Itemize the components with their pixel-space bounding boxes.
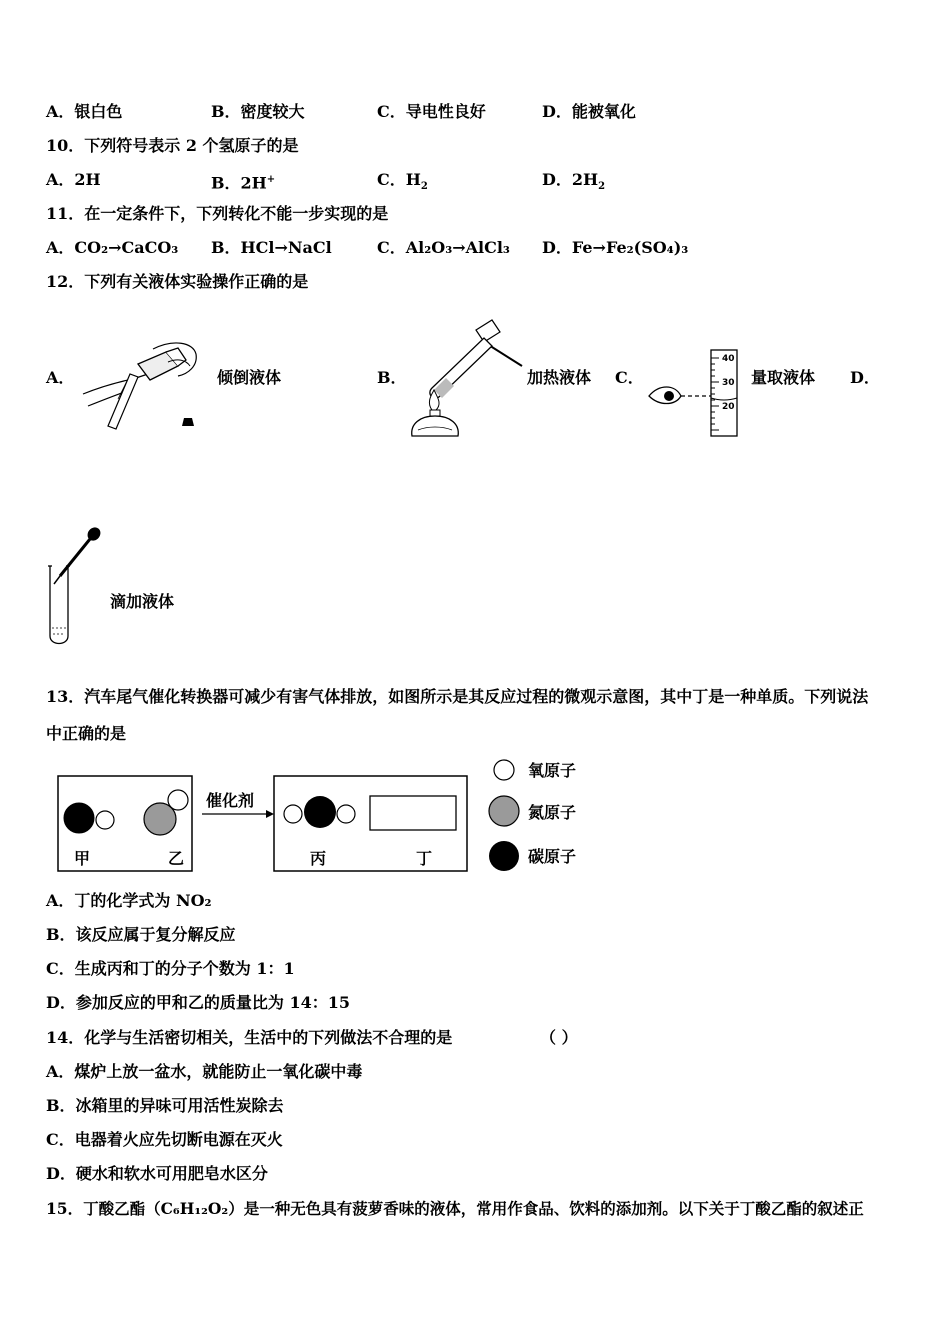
reaction-micro-diagram xyxy=(56,758,596,878)
q15-stem: 15．丁酸乙酯（C₆H₁₂O₂）是一种无色具有菠萝香味的液体，常用作食品、饮料的添加剂。以下关于丁酸乙酯的叙述正 xyxy=(46,1199,864,1218)
q10-option-c: C．$H_2$ xyxy=(377,170,428,193)
label-ding: 丁 xyxy=(416,849,433,868)
q13-stem-line1: 13．汽车尾气催化转换器可减少有害气体排放，如图所示是其反应过程的微观示意图，其中丁是一种单质。下列说法 xyxy=(46,687,869,706)
arrow-label-catalyst: 催化剂 xyxy=(206,791,255,810)
q11-option-b: B．HCl→NaCl xyxy=(211,238,332,257)
q10-option-a: A．2H xyxy=(46,170,101,189)
pouring-liquid-illustration xyxy=(78,334,208,434)
heating-liquid-illustration xyxy=(404,318,524,440)
dropper-illustration xyxy=(44,524,108,650)
legend-carbon-label: 碳原子 xyxy=(528,847,577,866)
legend-carbon-marker xyxy=(489,841,519,871)
q13-option-a: A．丁的化学式为 NO₂ xyxy=(46,891,212,910)
q12-option-d-caption: 滴加液体 xyxy=(110,592,175,611)
q9-option-d: D．能被氧化 xyxy=(542,102,636,121)
cylinder-tick-40: 40 xyxy=(722,354,735,364)
q12-option-c-caption: 量取液体 xyxy=(751,368,816,387)
cylinder-tick-30: 30 xyxy=(722,378,735,388)
q11-option-c: C．Al₂O₃→AlCl₃ xyxy=(377,238,510,257)
label-yi: 乙 xyxy=(168,849,185,868)
q12-option-b-letter: B． xyxy=(377,368,407,387)
q12-option-a-letter: A． xyxy=(46,368,75,387)
q9-option-a: A．银白色 xyxy=(46,102,123,121)
cylinder-tick-20: 20 xyxy=(722,402,735,412)
q12-option-c-letter: C． xyxy=(615,368,644,387)
q12-option-b-caption: 加热液体 xyxy=(527,368,592,387)
label-bing: 丙 xyxy=(310,849,327,868)
q13-option-b: B．该反应属于复分解反应 xyxy=(46,925,236,944)
q14-option-a: A．煤炉上放一盆水，就能防止一氧化碳中毒 xyxy=(46,1062,363,1081)
q11-option-a: A．CO₂→CaCO₃ xyxy=(46,238,179,257)
q9-option-b: B．密度较大 xyxy=(211,102,305,121)
q14-answer-bracket: （ ） xyxy=(540,1028,578,1047)
q14-option-d: D．硬水和软水可用肥皂水区分 xyxy=(46,1164,268,1183)
q13-option-d: D．参加反应的甲和乙的质量比为 14：15 xyxy=(46,993,350,1012)
measuring-cylinder-illustration xyxy=(645,346,745,438)
q13-stem-line2: 中正确的是 xyxy=(46,724,127,743)
q12-option-a-caption: 倾倒液体 xyxy=(217,368,282,387)
q12-stem: 12．下列有关液体实验操作正确的是 xyxy=(46,272,309,291)
legend-oxygen-marker xyxy=(494,760,514,780)
q14-option-c: C．电器着火应先切断电源在灭火 xyxy=(46,1130,283,1149)
q14-stem: 14．化学与生活密切相关，生活中的下列做法不合理的是 xyxy=(46,1028,453,1047)
q10-option-d: D．$2H_2$ xyxy=(542,170,606,193)
q13-option-c: C．生成丙和丁的分子个数为 1：1 xyxy=(46,959,295,978)
legend-oxygen-label: 氧原子 xyxy=(528,761,577,780)
q12-option-d-letter: D． xyxy=(850,368,880,387)
q11-option-d: D．Fe→Fe₂(SO₄)₃ xyxy=(542,238,689,257)
label-jia: 甲 xyxy=(74,849,91,868)
product-ding-box xyxy=(370,796,456,830)
q10-stem: 10．下列符号表示 2 个氢原子的是 xyxy=(46,136,299,155)
legend-nitrogen-marker xyxy=(489,796,519,826)
q14-option-b: B．冰箱里的异味可用活性炭除去 xyxy=(46,1096,284,1115)
q11-stem: 11．在一定条件下，下列转化不能一步实现的是 xyxy=(46,204,389,223)
legend-nitrogen-label: 氮原子 xyxy=(528,803,577,822)
q9-option-c: C．导电性良好 xyxy=(377,102,486,121)
q10-option-b: B．2H+ xyxy=(211,173,276,193)
